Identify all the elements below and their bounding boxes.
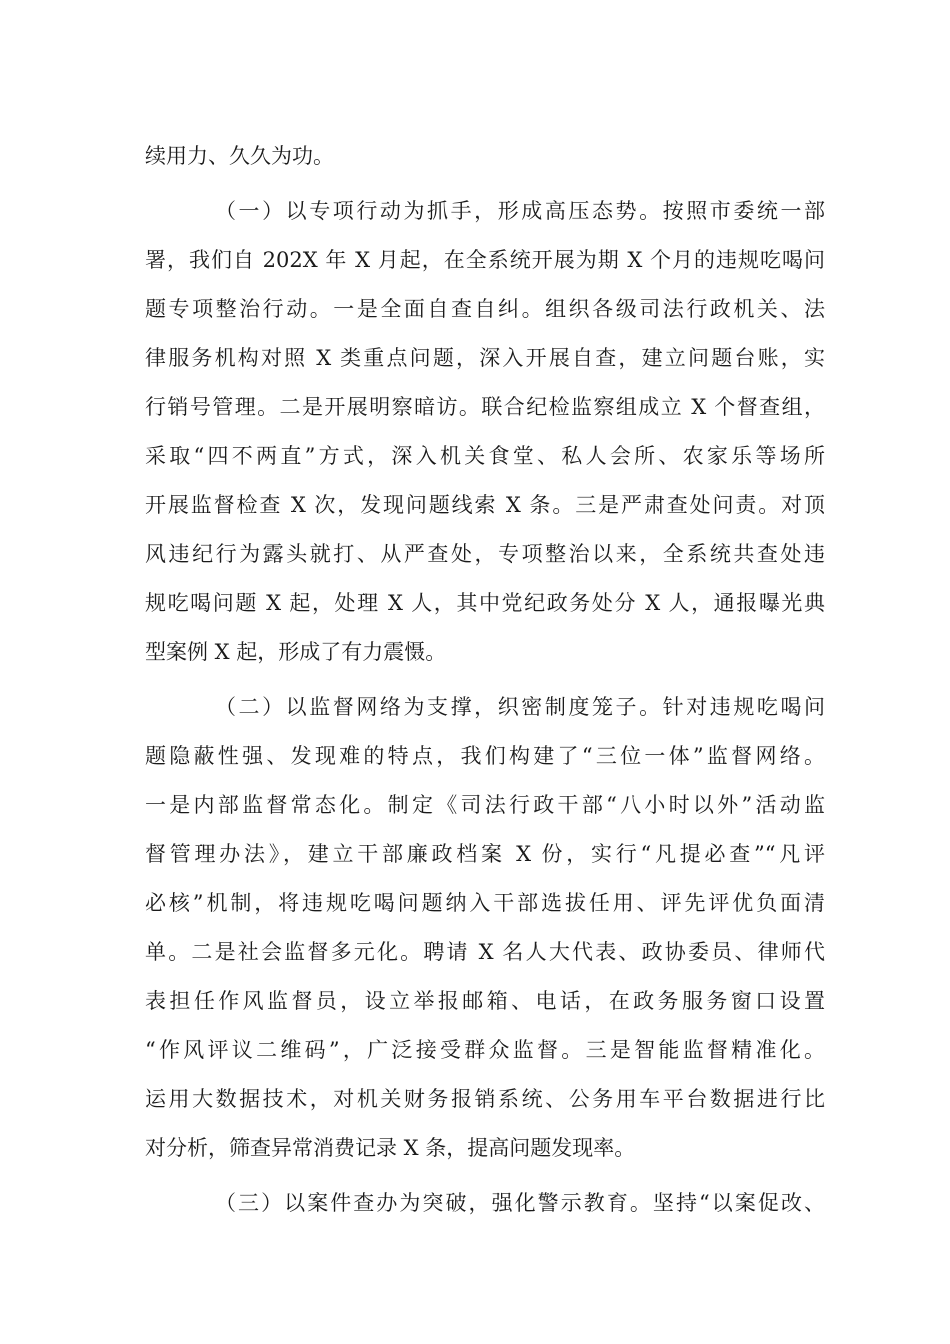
text-line: 律服务机构对照 X 类重点问题，深入开展自查，建立问题台账，实 xyxy=(145,346,825,370)
text-line: 开展监督检查 X 次，发现问题线索 X 条。三是严肃查处问责。对顶 xyxy=(145,493,825,517)
text-line: 采取“四不两直”方式，深入机关食堂、私人会所、农家乐等场所 xyxy=(145,444,825,468)
text-line: 风违纪行为露头就打、从严查处，专项整治以来，全系统共查处违 xyxy=(145,542,825,566)
text-line: “作风评议二维码”，广泛接受群众监督。三是智能监督精准化。 xyxy=(145,1038,825,1062)
text-line: 督管理办法》，建立干部廉政档案 X 份，实行“凡提必查”“凡评 xyxy=(145,842,825,866)
text-line: （二）以监督网络为支撑，织密制度笼子。针对违规吃喝问 xyxy=(215,695,825,719)
text-line: 单。二是社会监督多元化。聘请 X 名人大代表、政协委员、律师代 xyxy=(145,940,825,964)
paragraph-special-action xyxy=(145,187,825,677)
document-body xyxy=(145,132,825,1228)
text-line: 题专项整治行动。一是全面自查自纠。组织各级司法行政机关、法 xyxy=(145,297,825,321)
paragraph-case-investigation xyxy=(145,1179,825,1228)
text-line: 行销号管理。二是开展明察暗访。联合纪检监察组成立 X 个督查组， xyxy=(145,395,825,419)
text-line: 一是内部监督常态化。制定《司法行政干部“八小时以外”活动监 xyxy=(145,793,825,817)
paragraph-supervision-network xyxy=(145,683,825,1173)
text-line: （一）以专项行动为抓手，形成高压态势。按照市委统一部 xyxy=(215,199,825,223)
paragraph-continuation xyxy=(145,132,825,181)
text-line: 运用大数据技术，对机关财务报销系统、公务用车平台数据进行比 xyxy=(145,1087,825,1111)
text-line: 必核”机制，将违规吃喝问题纳入干部选拔任用、评先评优负面清 xyxy=(145,891,825,915)
text-line: 题隐蔽性强、发现难的特点，我们构建了“三位一体”监督网络。 xyxy=(145,744,825,768)
text-line: 续用力、久久为功。 xyxy=(145,144,334,168)
text-line: 型案例 X 起，形成了有力震慑。 xyxy=(145,640,447,664)
text-line: 对分析，筛查异常消费记录 X 条，提高问题发现率。 xyxy=(145,1136,636,1160)
text-line: （三）以案件查办为突破，强化警示教育。坚持“以案促改、 xyxy=(215,1191,825,1215)
text-line: 规吃喝问题 X 起，处理 X 人，其中党纪政务处分 X 人，通报曝光典 xyxy=(145,591,825,615)
text-line: 表担任作风监督员，设立举报邮箱、电话，在政务服务窗口设置 xyxy=(145,989,825,1013)
text-line: 署，我们自 202X 年 X 月起，在全系统开展为期 X 个月的违规吃喝问 xyxy=(145,248,825,272)
